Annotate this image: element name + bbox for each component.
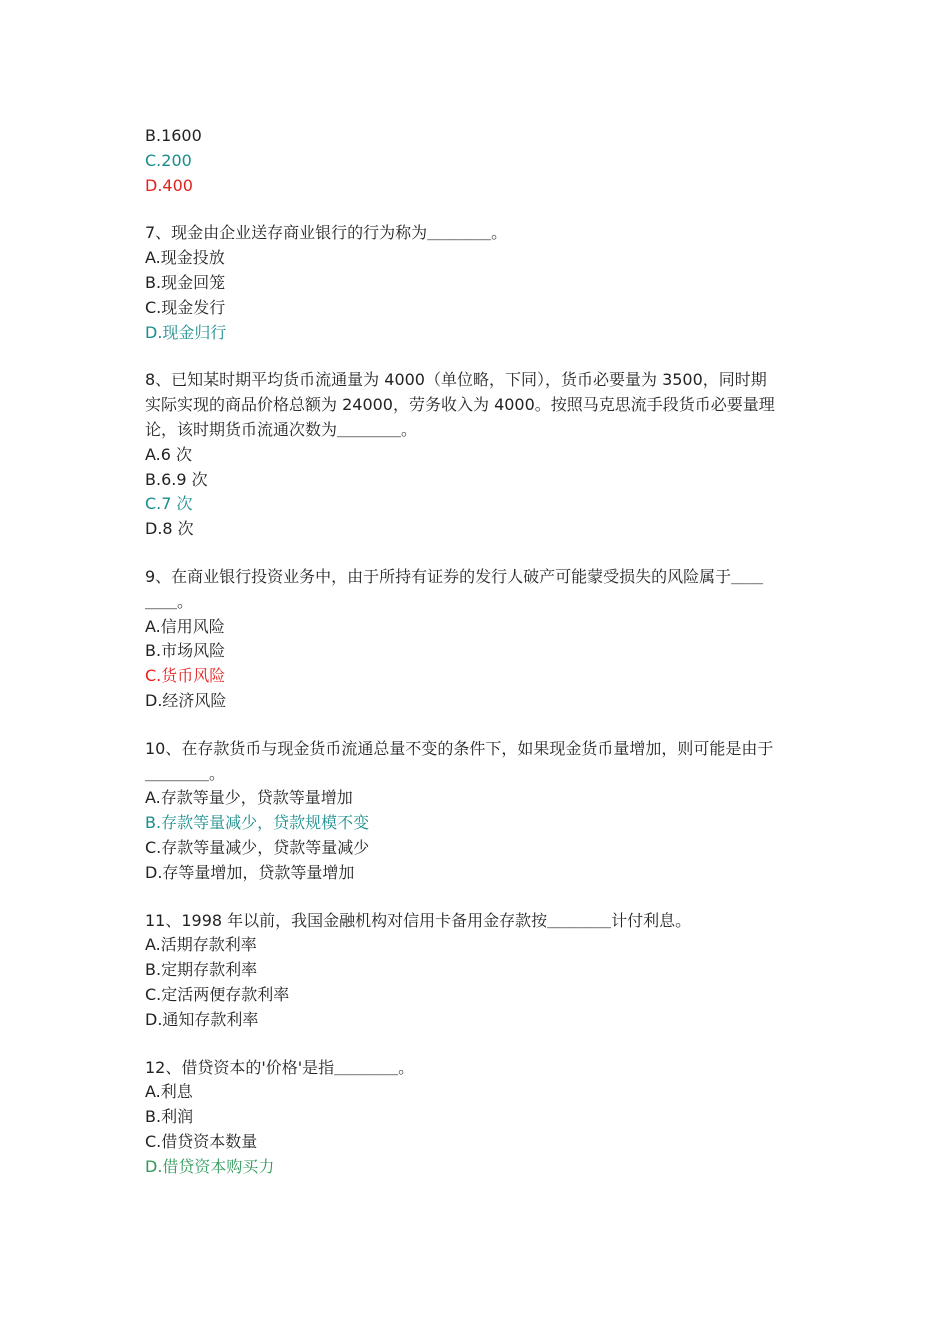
option-c: C.现金发行	[145, 297, 226, 317]
question-stem: 8、已知某时期平均货币流通量为 4000（单位略，下同），货币必要量为 3500，同时期	[145, 370, 767, 390]
option-a: A.利息	[145, 1082, 193, 1102]
option-b: B.定期存款利率	[145, 960, 258, 980]
question-9	[145, 565, 810, 714]
option-b: B.存款等量减少，贷款规模不变	[145, 813, 370, 833]
option-c: C.200	[145, 150, 192, 170]
continued-options	[145, 124, 810, 198]
question-stem: 10、在存款货币与现金货币流通总量不变的条件下，如果现金货币量增加，则可能是由于	[145, 738, 774, 758]
option-a: A.现金投放	[145, 248, 225, 268]
option-c: C.借贷资本数量	[145, 1131, 258, 1151]
option-a: A.6 次	[145, 444, 193, 464]
option-c: C.7 次	[145, 494, 193, 514]
question-stem: ＿＿＿＿。	[145, 763, 226, 783]
option-d: D.通知存款利率	[145, 1009, 259, 1029]
option-d: D.存等量增加，贷款等量增加	[145, 862, 355, 882]
question-11	[145, 909, 810, 1033]
option-a: A.信用风险	[145, 616, 225, 636]
option-b: B.1600	[145, 126, 202, 145]
question-list	[145, 124, 810, 1179]
option-b: B.市场风险	[145, 641, 226, 661]
question-12	[145, 1056, 810, 1180]
option-c: C.定活两便存款利率	[145, 984, 290, 1004]
question-stem: ＿＿。	[145, 591, 194, 611]
option-d: D.经济风险	[145, 690, 227, 710]
option-d: D.400	[145, 175, 193, 195]
question-10	[145, 737, 810, 886]
question-stem: 论，该时期货币流通次数为＿＿＿＿。	[145, 419, 418, 439]
option-a: A.活期存款利率	[145, 935, 257, 955]
question-stem: 11、1998 年以前，我国金融机构对信用卡备用金存款按＿＿＿＿计付利息。	[145, 910, 692, 930]
option-d: D.借贷资本购买力	[145, 1156, 275, 1176]
question-stem: 实际实现的商品价格总额为 24000，劳务收入为 4000。按照马克思流手段货币必要量理	[145, 395, 775, 415]
question-stem: 7、现金由企业送存商业银行的行为称为＿＿＿＿。	[145, 223, 508, 243]
option-b: B.现金回笼	[145, 272, 226, 292]
option-a: A.存款等量少，贷款等量增加	[145, 788, 353, 808]
option-c: C.存款等量减少，贷款等量减少	[145, 837, 370, 857]
option-d: D.现金归行	[145, 322, 227, 342]
option-d: D.8 次	[145, 519, 194, 539]
question-8	[145, 368, 810, 542]
question-7	[145, 221, 810, 345]
question-stem: 12、借贷资本的'价格'是指＿＿＿＿。	[145, 1057, 415, 1077]
question-stem: 9、在商业银行投资业务中，由于所持有证券的发行人破产可能蒙受损失的风险属于＿＿	[145, 566, 764, 586]
option-b: B.6.9 次	[145, 469, 208, 489]
option-b: B.利润	[145, 1107, 194, 1127]
option-c: C.货币风险	[145, 666, 226, 686]
